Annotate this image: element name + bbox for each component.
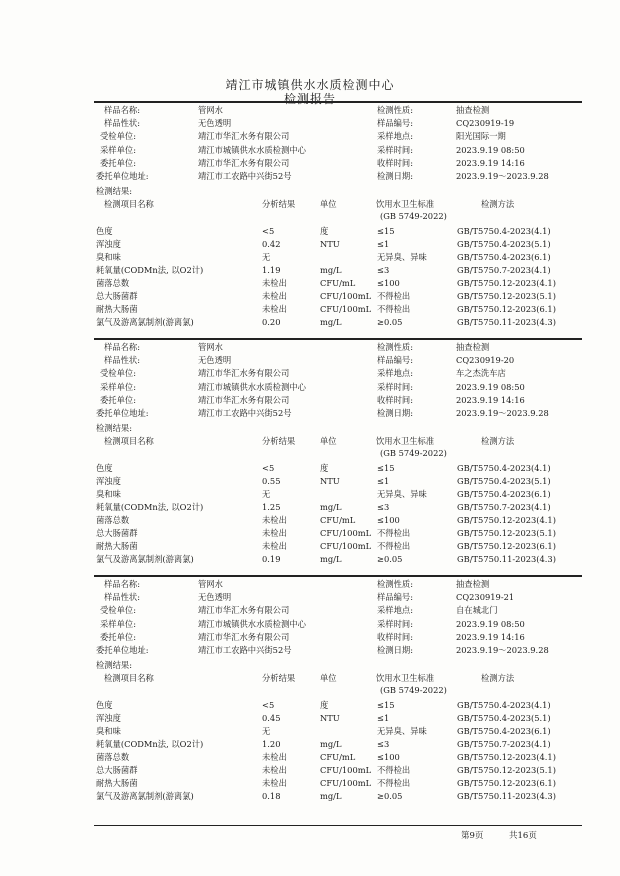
info-label-receipt-time: 收样时间: <box>377 157 413 168</box>
header-unit: 单位 <box>320 673 337 684</box>
cell-result: <5 <box>262 700 275 711</box>
report-org-title: 靖江市城镇供水水质检测中心 <box>225 78 395 92</box>
cell-method: GB/T5750.4-2023(5.1) <box>457 713 551 724</box>
info-value-sample-state: 无色透明 <box>198 355 232 366</box>
cell-unit: CFU/mL <box>320 514 356 525</box>
cell-item: 氯气及游离氯制剂(游离氯) <box>96 790 194 801</box>
cell-method: GB/T5750.12-2023(6.1) <box>457 540 556 551</box>
top-rule <box>94 101 582 103</box>
info-value-sampling-unit: 靖江市城镇供水水质检测中心 <box>198 144 306 155</box>
header-method: 检测方法 <box>481 199 515 210</box>
table-row <box>0 553 620 566</box>
cell-result: 1.25 <box>262 501 281 512</box>
cell-standard: ≤100 <box>377 277 400 288</box>
cell-standard: ≤1 <box>377 713 390 724</box>
info-label-sampling-unit: 采样单位: <box>100 381 136 392</box>
header-method: 检测方法 <box>481 673 515 684</box>
cell-result: 未检出 <box>262 514 287 525</box>
results-label: 检测结果: <box>96 186 132 197</box>
table-row <box>0 501 620 514</box>
info-row <box>0 394 620 407</box>
info-label-sample-no: 样品编号: <box>377 118 413 129</box>
table-row <box>0 264 620 277</box>
table-row <box>0 303 620 316</box>
cell-result: 未检出 <box>262 290 287 301</box>
info-row <box>0 407 620 420</box>
info-value-sample-name: 管网水 <box>198 105 223 115</box>
cell-item: 臭和味 <box>96 252 121 262</box>
cell-standard: ≥0.05 <box>377 553 403 564</box>
info-value-commission-address: 靖江市工农路中兴街52号 <box>198 408 292 418</box>
table-row <box>0 225 620 238</box>
info-value-sample-state: 无色透明 <box>198 118 232 129</box>
info-label-commission-unit: 委托单位: <box>100 157 136 168</box>
info-label-commission-unit: 委托单位: <box>100 394 136 405</box>
info-label-test-type: 检测性质: <box>377 342 413 352</box>
cell-result: 未检出 <box>262 277 287 288</box>
table-row <box>0 712 620 725</box>
cell-method: GB/T5750.4-2023(6.1) <box>457 489 551 499</box>
info-label-sample-name: 样品名称: <box>104 342 140 352</box>
table-header-sub <box>0 447 620 460</box>
cell-standard: 无异臭、异味 <box>377 726 427 736</box>
cell-standard: ≤3 <box>377 264 390 275</box>
info-row <box>0 604 620 617</box>
cell-result: 0.18 <box>262 790 281 801</box>
header-unit: 单位 <box>320 436 337 447</box>
info-row <box>0 170 620 183</box>
cell-result: 0.55 <box>262 476 281 487</box>
table-header-sub <box>0 684 620 697</box>
cell-unit: CFU/mL <box>320 751 356 762</box>
cell-method: GB/T5750.4-2023(4.1) <box>457 226 551 237</box>
header-standard: 饮用水卫生标准 <box>376 436 435 447</box>
cell-standard: ≤1 <box>377 476 390 487</box>
info-label-test-type: 检测性质: <box>377 579 413 589</box>
cell-item: 耗氧量(CODMn法, 以O2计) <box>96 264 204 275</box>
cell-unit: CFU/100mL <box>320 777 372 788</box>
cell-standard: ≥0.05 <box>377 316 403 327</box>
cell-method: GB/T5750.12-2023(5.1) <box>457 764 556 775</box>
info-value-test-type: 抽查检测 <box>456 342 490 352</box>
info-label-commission-address: 委托单位地址: <box>96 645 149 655</box>
info-label-sampling-site: 采样地点: <box>377 131 413 142</box>
cell-item: 耗氧量(CODMn法, 以O2计) <box>96 501 204 512</box>
info-label-sampling-unit: 采样单位: <box>100 144 136 155</box>
cell-item: 色度 <box>96 226 113 237</box>
info-row <box>0 104 620 117</box>
cell-item: 耐热大肠菌 <box>96 303 138 314</box>
table-row <box>0 751 620 764</box>
header-method: 检测方法 <box>481 436 515 447</box>
info-value-commission-address: 靖江市工农路中兴街52号 <box>198 645 292 655</box>
info-row <box>0 644 620 657</box>
header-standard-sub: (GB 5749-2022) <box>380 448 447 459</box>
info-value-sampling-site: 阳光国际一期 <box>456 131 506 142</box>
header-unit: 单位 <box>320 199 337 210</box>
cell-unit: CFU/100mL <box>320 303 372 314</box>
cell-result: 无 <box>262 252 271 262</box>
table-row <box>0 475 620 488</box>
table-row <box>0 527 620 540</box>
info-value-sample-state: 无色透明 <box>198 592 232 603</box>
cell-item: 色度 <box>96 700 113 711</box>
cell-result: 0.42 <box>262 239 281 250</box>
cell-unit: mg/L <box>320 264 342 275</box>
cell-result: 无 <box>262 726 271 736</box>
info-row <box>0 341 620 354</box>
cell-standard: ≤3 <box>377 738 390 749</box>
cell-result: 未检出 <box>262 751 287 762</box>
table-row <box>0 462 620 475</box>
info-value-commission-unit: 靖江市华汇水务有限公司 <box>198 394 290 405</box>
info-value-sampling-time: 2023.9.19 08:50 <box>456 381 525 392</box>
info-value-receipt-time: 2023.9.19 14:16 <box>456 631 525 642</box>
info-value-sample-no: CQ230919-21 <box>456 592 515 603</box>
cell-method: GB/T5750.7-2023(4.1) <box>457 501 551 512</box>
info-value-inspected-unit: 靖江市华汇水务有限公司 <box>198 368 290 379</box>
info-label-test-date: 检测日期: <box>377 408 413 418</box>
cell-unit: mg/L <box>320 316 342 327</box>
cell-standard: 不得检出 <box>377 527 411 538</box>
info-label-sample-no: 样品编号: <box>377 592 413 603</box>
cell-standard: 无异臭、异味 <box>377 489 427 499</box>
cell-method: GB/T5750.12-2023(5.1) <box>457 527 556 538</box>
info-value-test-date: 2023.9.19～2023.9.28 <box>456 408 549 418</box>
cell-result: 未检出 <box>262 764 287 775</box>
header-item: 检测项目名称 <box>104 673 154 684</box>
table-row <box>0 251 620 264</box>
info-value-test-date: 2023.9.19～2023.9.28 <box>456 171 549 181</box>
cell-result: 1.20 <box>262 738 281 749</box>
cell-unit: NTU <box>320 476 340 487</box>
header-standard: 饮用水卫生标准 <box>376 199 435 210</box>
cell-unit: CFU/100mL <box>320 527 372 538</box>
info-label-commission-address: 委托单位地址: <box>96 171 149 181</box>
info-row <box>0 157 620 170</box>
cell-result: 未检出 <box>262 777 287 788</box>
cell-standard: ≤1 <box>377 239 390 250</box>
cell-unit: mg/L <box>320 738 342 749</box>
cell-item: 氯气及游离氯制剂(游离氯) <box>96 553 194 564</box>
info-row <box>0 591 620 604</box>
cell-standard: ≤15 <box>377 700 395 711</box>
info-row <box>0 618 620 631</box>
info-label-sample-no: 样品编号: <box>377 355 413 366</box>
table-row <box>0 316 620 329</box>
cell-method: GB/T5750.12-2023(4.1) <box>457 514 556 525</box>
cell-item: 菌落总数 <box>96 514 130 525</box>
info-value-sampling-unit: 靖江市城镇供水水质检测中心 <box>198 381 306 392</box>
info-value-commission-address: 靖江市工农路中兴街52号 <box>198 171 292 181</box>
header-standard-sub: (GB 5749-2022) <box>380 211 447 222</box>
info-value-inspected-unit: 靖江市华汇水务有限公司 <box>198 131 290 142</box>
info-label-receipt-time: 收样时间: <box>377 394 413 405</box>
info-label-sampling-site: 采样地点: <box>377 368 413 379</box>
cell-item: 耐热大肠菌 <box>96 540 138 551</box>
table-row <box>0 540 620 553</box>
cell-method: GB/T5750.11-2023(4.3) <box>457 316 556 327</box>
table-row <box>0 764 620 777</box>
cell-item: 耐热大肠菌 <box>96 777 138 788</box>
info-label-commission-unit: 委托单位: <box>100 631 136 642</box>
table-row <box>0 238 620 251</box>
cell-method: GB/T5750.12-2023(5.1) <box>457 290 556 301</box>
cell-item: 耗氧量(CODMn法, 以O2计) <box>96 738 204 749</box>
info-value-sample-name: 管网水 <box>198 342 223 352</box>
info-label-receipt-time: 收样时间: <box>377 631 413 642</box>
cell-standard: ≤100 <box>377 514 400 525</box>
info-row <box>0 117 620 130</box>
info-value-test-type: 抽查检测 <box>456 579 490 589</box>
info-row <box>0 367 620 380</box>
header-standard-sub: (GB 5749-2022) <box>380 685 447 696</box>
cell-standard: 不得检出 <box>377 540 411 551</box>
info-label-sample-state: 样品性状: <box>104 592 140 603</box>
cell-unit: NTU <box>320 713 340 724</box>
cell-unit: 度 <box>320 226 329 237</box>
table-row <box>0 699 620 712</box>
block-separator <box>94 338 582 340</box>
table-row <box>0 738 620 751</box>
info-value-sampling-site: 车之杰洗车店 <box>456 368 506 379</box>
cell-result: 0.19 <box>262 553 281 564</box>
header-item: 检测项目名称 <box>104 199 154 210</box>
info-row <box>0 631 620 644</box>
cell-unit: mg/L <box>320 553 342 564</box>
cell-method: GB/T5750.11-2023(4.3) <box>457 553 556 564</box>
cell-standard: 不得检出 <box>377 777 411 788</box>
cell-result: 未检出 <box>262 527 287 538</box>
info-label-test-date: 检测日期: <box>377 171 413 181</box>
info-value-receipt-time: 2023.9.19 14:16 <box>456 157 525 168</box>
cell-result: <5 <box>262 463 275 474</box>
info-value-test-type: 抽查检测 <box>456 105 490 115</box>
header-standard: 饮用水卫生标准 <box>376 673 435 684</box>
table-row <box>0 290 620 303</box>
info-value-commission-unit: 靖江市华汇水务有限公司 <box>198 157 290 168</box>
results-label: 检测结果: <box>96 423 132 434</box>
cell-result: 0.45 <box>262 713 281 724</box>
cell-unit: CFU/100mL <box>320 764 372 775</box>
info-value-sample-no: CQ230919-20 <box>456 355 515 366</box>
cell-unit: 度 <box>320 700 329 711</box>
table-row <box>0 488 620 501</box>
info-value-receipt-time: 2023.9.19 14:16 <box>456 394 525 405</box>
cell-result: <5 <box>262 226 275 237</box>
cell-item: 浑浊度 <box>96 476 121 487</box>
cell-standard: ≤100 <box>377 751 400 762</box>
info-value-sampling-site: 自在城北门 <box>456 605 498 616</box>
info-label-sampling-time: 采样时间: <box>377 144 413 155</box>
cell-item: 色度 <box>96 463 113 474</box>
table-header-sub <box>0 210 620 223</box>
cell-standard: 不得检出 <box>377 764 411 775</box>
info-row <box>0 381 620 394</box>
cell-item: 浑浊度 <box>96 239 121 250</box>
header-result: 分析结果 <box>262 673 296 684</box>
info-value-sample-name: 管网水 <box>198 579 223 589</box>
cell-item: 总大肠菌群 <box>96 764 138 775</box>
cell-item: 总大肠菌群 <box>96 527 138 538</box>
block-separator <box>94 575 582 577</box>
header-result: 分析结果 <box>262 199 296 210</box>
table-row <box>0 777 620 790</box>
cell-item: 氯气及游离氯制剂(游离氯) <box>96 316 194 327</box>
info-label-inspected-unit: 受检单位: <box>100 131 136 142</box>
info-label-test-type: 检测性质: <box>377 105 413 115</box>
cell-standard: 不得检出 <box>377 303 411 314</box>
info-row <box>0 130 620 143</box>
results-label: 检测结果: <box>96 660 132 671</box>
info-value-test-date: 2023.9.19～2023.9.28 <box>456 645 549 655</box>
cell-unit: CFU/100mL <box>320 540 372 551</box>
info-label-sample-state: 样品性状: <box>104 118 140 129</box>
cell-method: GB/T5750.12-2023(4.1) <box>457 277 556 288</box>
cell-method: GB/T5750.4-2023(5.1) <box>457 239 551 250</box>
cell-result: 未检出 <box>262 303 287 314</box>
bottom-rule <box>94 825 582 826</box>
cell-standard: ≤15 <box>377 226 395 237</box>
report-title: 检测报告 <box>283 92 336 106</box>
cell-unit: CFU/100mL <box>320 290 372 301</box>
cell-result: 无 <box>262 489 271 499</box>
cell-unit: mg/L <box>320 501 342 512</box>
cell-result: 未检出 <box>262 540 287 551</box>
info-value-sample-no: CQ230919-19 <box>456 118 515 129</box>
cell-method: GB/T5750.12-2023(4.1) <box>457 751 556 762</box>
info-label-sampling-time: 采样时间: <box>377 381 413 392</box>
table-row <box>0 277 620 290</box>
cell-item: 浑浊度 <box>96 713 121 724</box>
header-item: 检测项目名称 <box>104 436 154 447</box>
cell-standard: ≤3 <box>377 501 390 512</box>
info-row <box>0 144 620 157</box>
cell-item: 总大肠菌群 <box>96 290 138 301</box>
cell-standard: 不得检出 <box>377 290 411 301</box>
page-number: 第9页 <box>461 831 484 841</box>
info-label-inspected-unit: 受检单位: <box>100 368 136 379</box>
info-label-sampling-time: 采样时间: <box>377 618 413 629</box>
cell-method: GB/T5750.4-2023(4.1) <box>457 463 551 474</box>
table-row <box>0 790 620 803</box>
info-label-sample-name: 样品名称: <box>104 105 140 115</box>
cell-standard: ≤15 <box>377 463 395 474</box>
info-label-sampling-site: 采样地点: <box>377 605 413 616</box>
table-row <box>0 514 620 527</box>
info-label-sample-state: 样品性状: <box>104 355 140 366</box>
cell-method: GB/T5750.7-2023(4.1) <box>457 264 551 275</box>
cell-item: 臭和味 <box>96 489 121 499</box>
cell-method: GB/T5750.11-2023(4.3) <box>457 790 556 801</box>
cell-unit: CFU/mL <box>320 277 356 288</box>
cell-unit: 度 <box>320 463 329 474</box>
cell-method: GB/T5750.12-2023(6.1) <box>457 303 556 314</box>
cell-standard: ≥0.05 <box>377 790 403 801</box>
info-row <box>0 578 620 591</box>
cell-method: GB/T5750.4-2023(5.1) <box>457 476 551 487</box>
cell-item: 菌落总数 <box>96 277 130 288</box>
info-value-sampling-time: 2023.9.19 08:50 <box>456 618 525 629</box>
page-total: 共16页 <box>509 831 537 841</box>
cell-method: GB/T5750.4-2023(6.1) <box>457 726 551 736</box>
cell-standard: 无异臭、异味 <box>377 252 427 262</box>
cell-unit: NTU <box>320 239 340 250</box>
info-label-commission-address: 委托单位地址: <box>96 408 149 418</box>
info-label-sample-name: 样品名称: <box>104 579 140 589</box>
cell-method: GB/T5750.12-2023(6.1) <box>457 777 556 788</box>
table-row <box>0 725 620 738</box>
cell-method: GB/T5750.7-2023(4.1) <box>457 738 551 749</box>
info-value-sampling-time: 2023.9.19 08:50 <box>456 144 525 155</box>
info-value-commission-unit: 靖江市华汇水务有限公司 <box>198 631 290 642</box>
info-value-sampling-unit: 靖江市城镇供水水质检测中心 <box>198 618 306 629</box>
info-label-sampling-unit: 采样单位: <box>100 618 136 629</box>
header-result: 分析结果 <box>262 436 296 447</box>
info-label-inspected-unit: 受检单位: <box>100 605 136 616</box>
cell-method: GB/T5750.4-2023(6.1) <box>457 252 551 262</box>
cell-item: 臭和味 <box>96 726 121 736</box>
info-value-inspected-unit: 靖江市华汇水务有限公司 <box>198 605 290 616</box>
info-label-test-date: 检测日期: <box>377 645 413 655</box>
cell-result: 1.19 <box>262 264 281 275</box>
cell-unit: mg/L <box>320 790 342 801</box>
cell-method: GB/T5750.4-2023(4.1) <box>457 700 551 711</box>
info-row <box>0 354 620 367</box>
cell-result: 0.20 <box>262 316 281 327</box>
cell-item: 菌落总数 <box>96 751 130 762</box>
